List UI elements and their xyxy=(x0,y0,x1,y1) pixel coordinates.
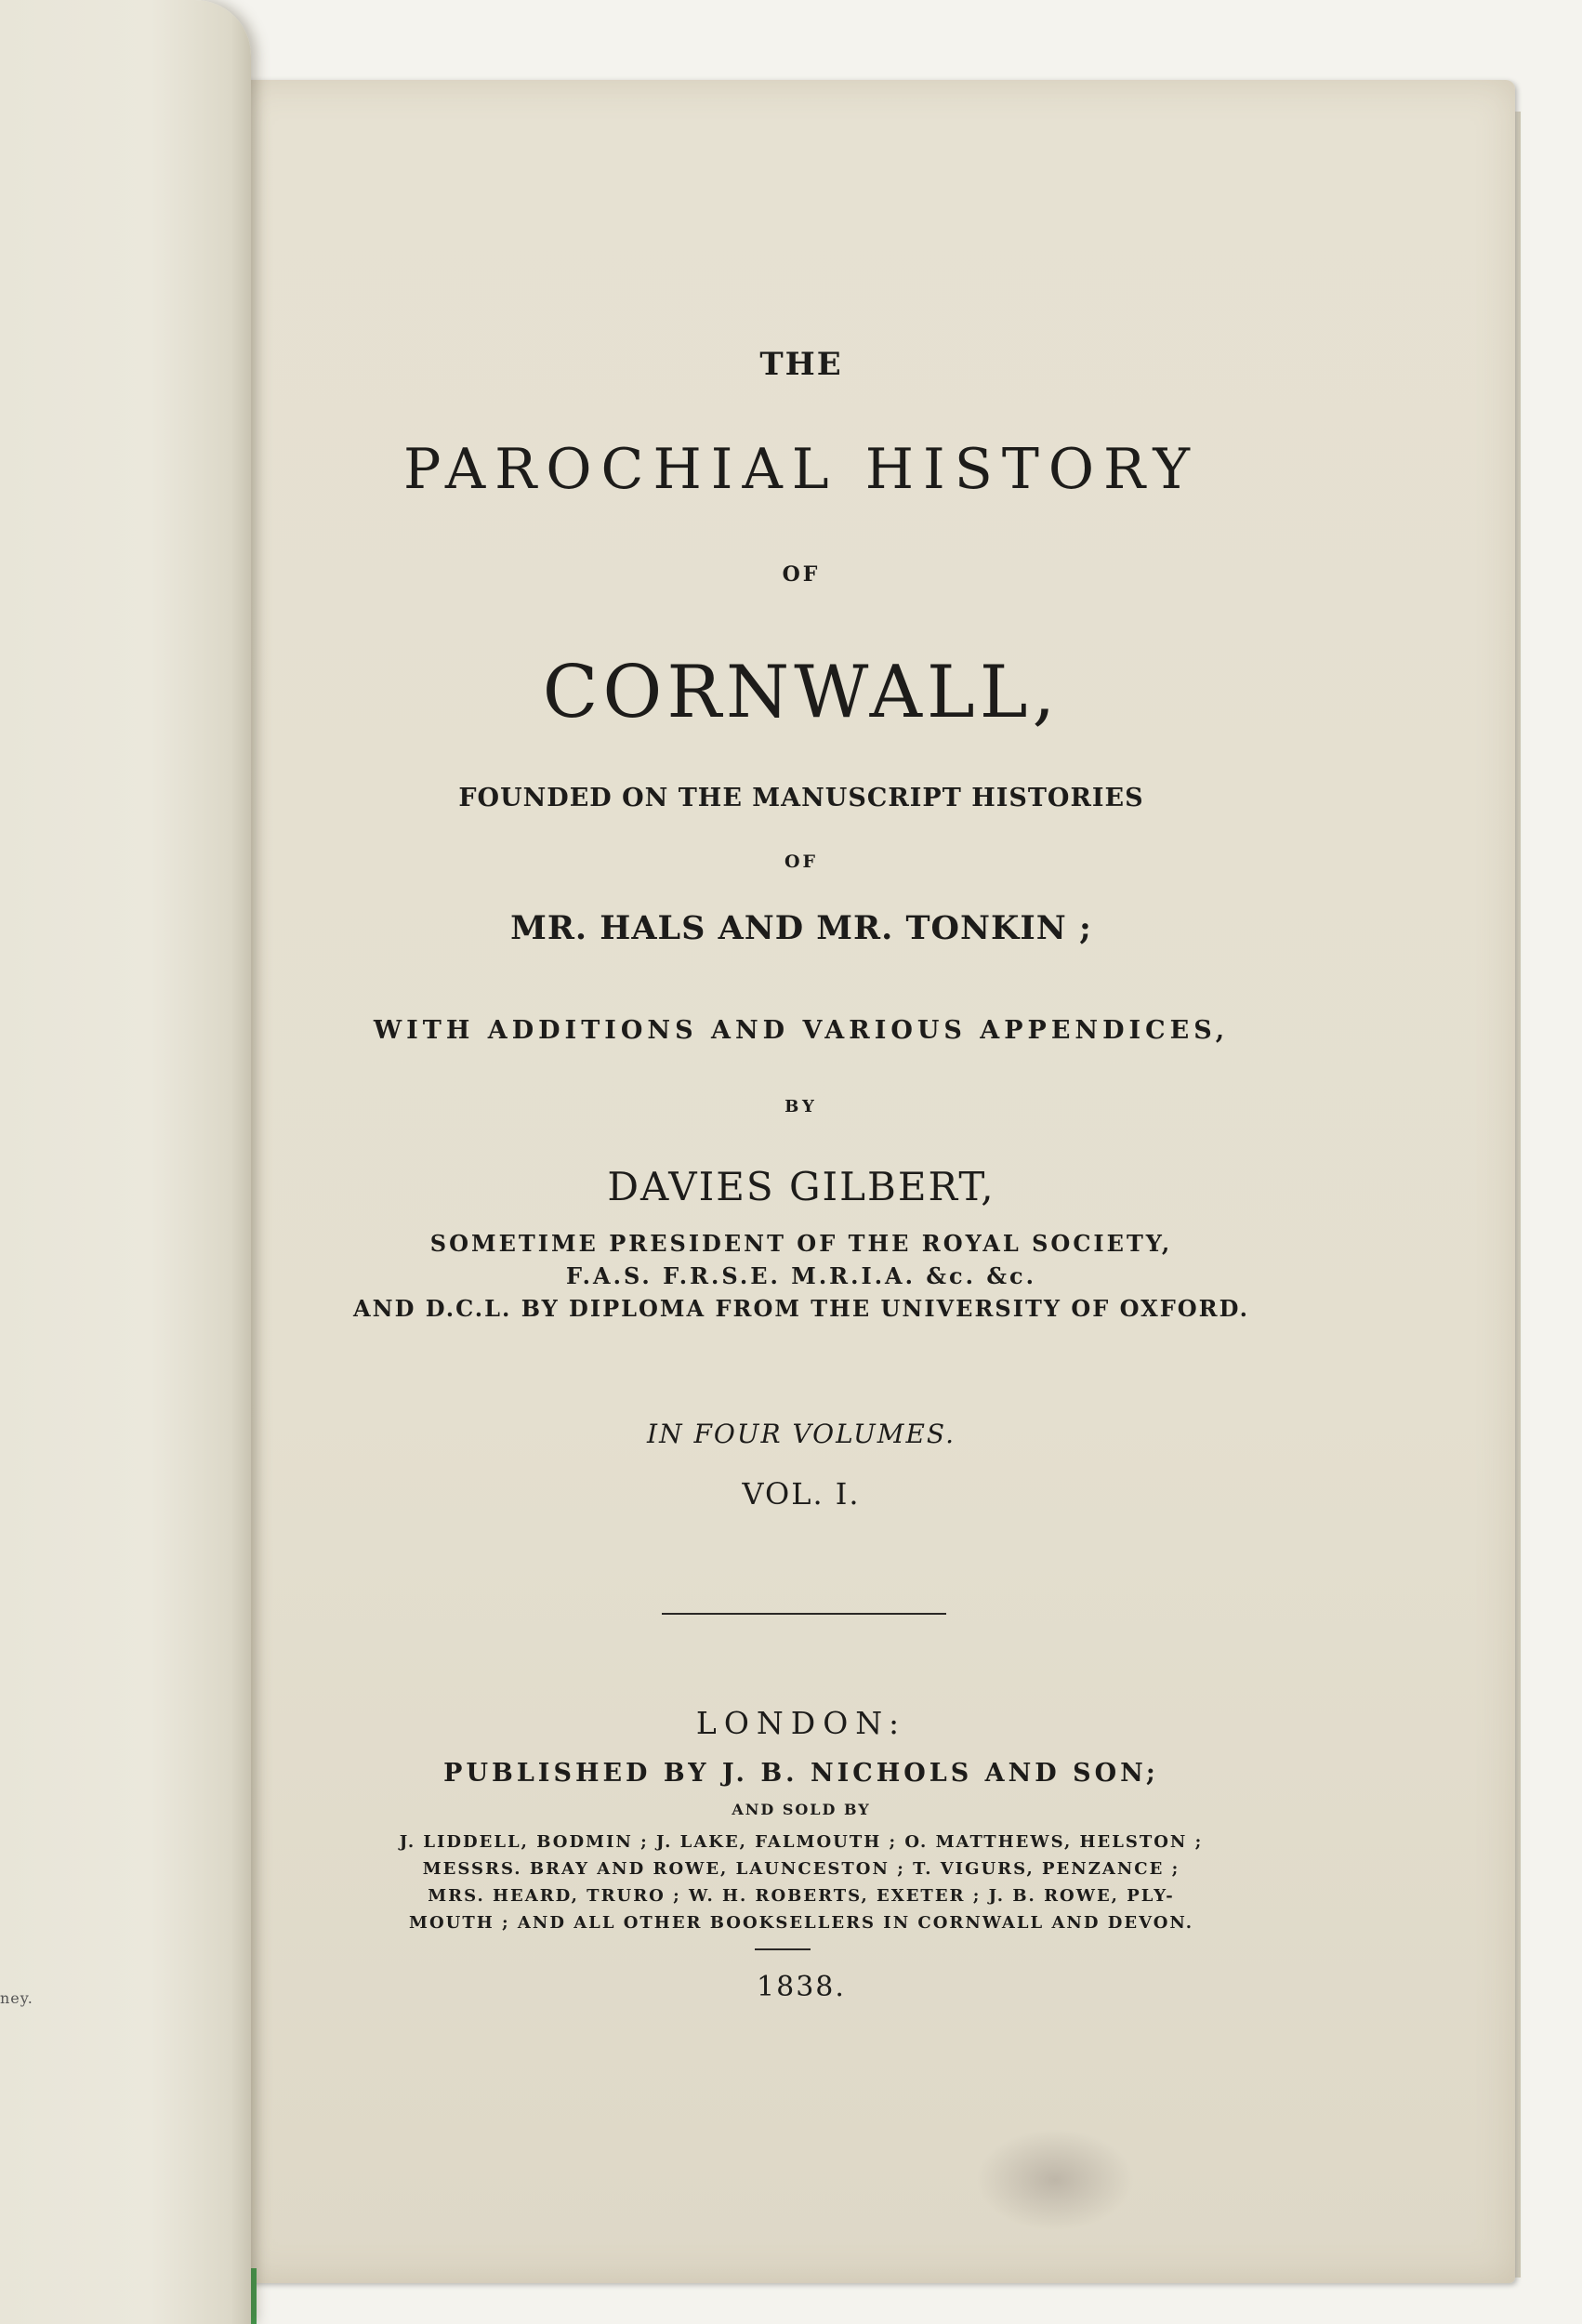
imprint-sellers-1: J. LIDDELL, BODMIN ; J. LAKE, FALMOUTH ; O. MATTHEWS, HELSTON ; xyxy=(399,1832,1204,1852)
editor-credential-2: F.A.S. F.R.S.E. M.R.I.A. &c. &c. xyxy=(565,1262,1037,1289)
imprint-divider-rule xyxy=(755,1948,811,1950)
editor-name: DAVIES GILBERT, xyxy=(607,1164,995,1209)
volumes-note: IN FOUR VOLUMES. xyxy=(647,1419,956,1449)
subtitle-founded: FOUNDED ON THE MANUSCRIPT HISTORIES xyxy=(458,784,1144,812)
volume-number: VOL. I. xyxy=(742,1476,861,1512)
imprint-city: LONDON: xyxy=(695,1705,907,1741)
title-the: THE xyxy=(759,346,843,383)
imprint-sellers-4: MOUTH ; AND ALL OTHER BOOKSELLERS IN CORNWALL AND DEVON. xyxy=(409,1913,1193,1933)
subtitle-authors: MR. HALS AND MR. TONKIN ; xyxy=(510,909,1092,947)
editor-credential-3: AND D.C.L. BY DIPLOMA FROM THE UNIVERSITY OF OXFORD. xyxy=(353,1295,1249,1322)
left-endpaper xyxy=(0,0,251,2324)
title-of: OF xyxy=(782,562,821,587)
imprint-publisher: PUBLISHED BY J. B. NICHOLS AND SON; xyxy=(443,1759,1159,1788)
editor-credential-1: SOMETIME PRESIDENT OF THE ROYAL SOCIETY, xyxy=(429,1230,1173,1257)
left-page-fragment-text: ney. xyxy=(0,1989,33,2007)
title-divider-rule xyxy=(662,1613,946,1615)
subtitle-by: BY xyxy=(784,1097,818,1116)
title-main: PAROCHIAL HISTORY xyxy=(402,437,1199,502)
title-county: CORNWALL, xyxy=(542,651,1061,734)
foxing-stain xyxy=(976,2129,1134,2231)
imprint-sold-by: AND SOLD BY xyxy=(732,1801,871,1818)
imprint-sellers-3: MRS. HEARD, TRURO ; W. H. ROBERTS, EXETER ; J. B. ROWE, PLY- xyxy=(428,1886,1175,1906)
imprint-year: 1838. xyxy=(757,1971,846,2003)
subtitle-of: OF xyxy=(784,852,819,872)
imprint-sellers-2: MESSRS. BRAY AND ROWE, LAUNCESTON ; T. VIGURS, PENZANCE ; xyxy=(422,1859,1180,1879)
subtitle-additions: WITH ADDITIONS AND VARIOUS APPENDICES, xyxy=(373,1016,1230,1045)
